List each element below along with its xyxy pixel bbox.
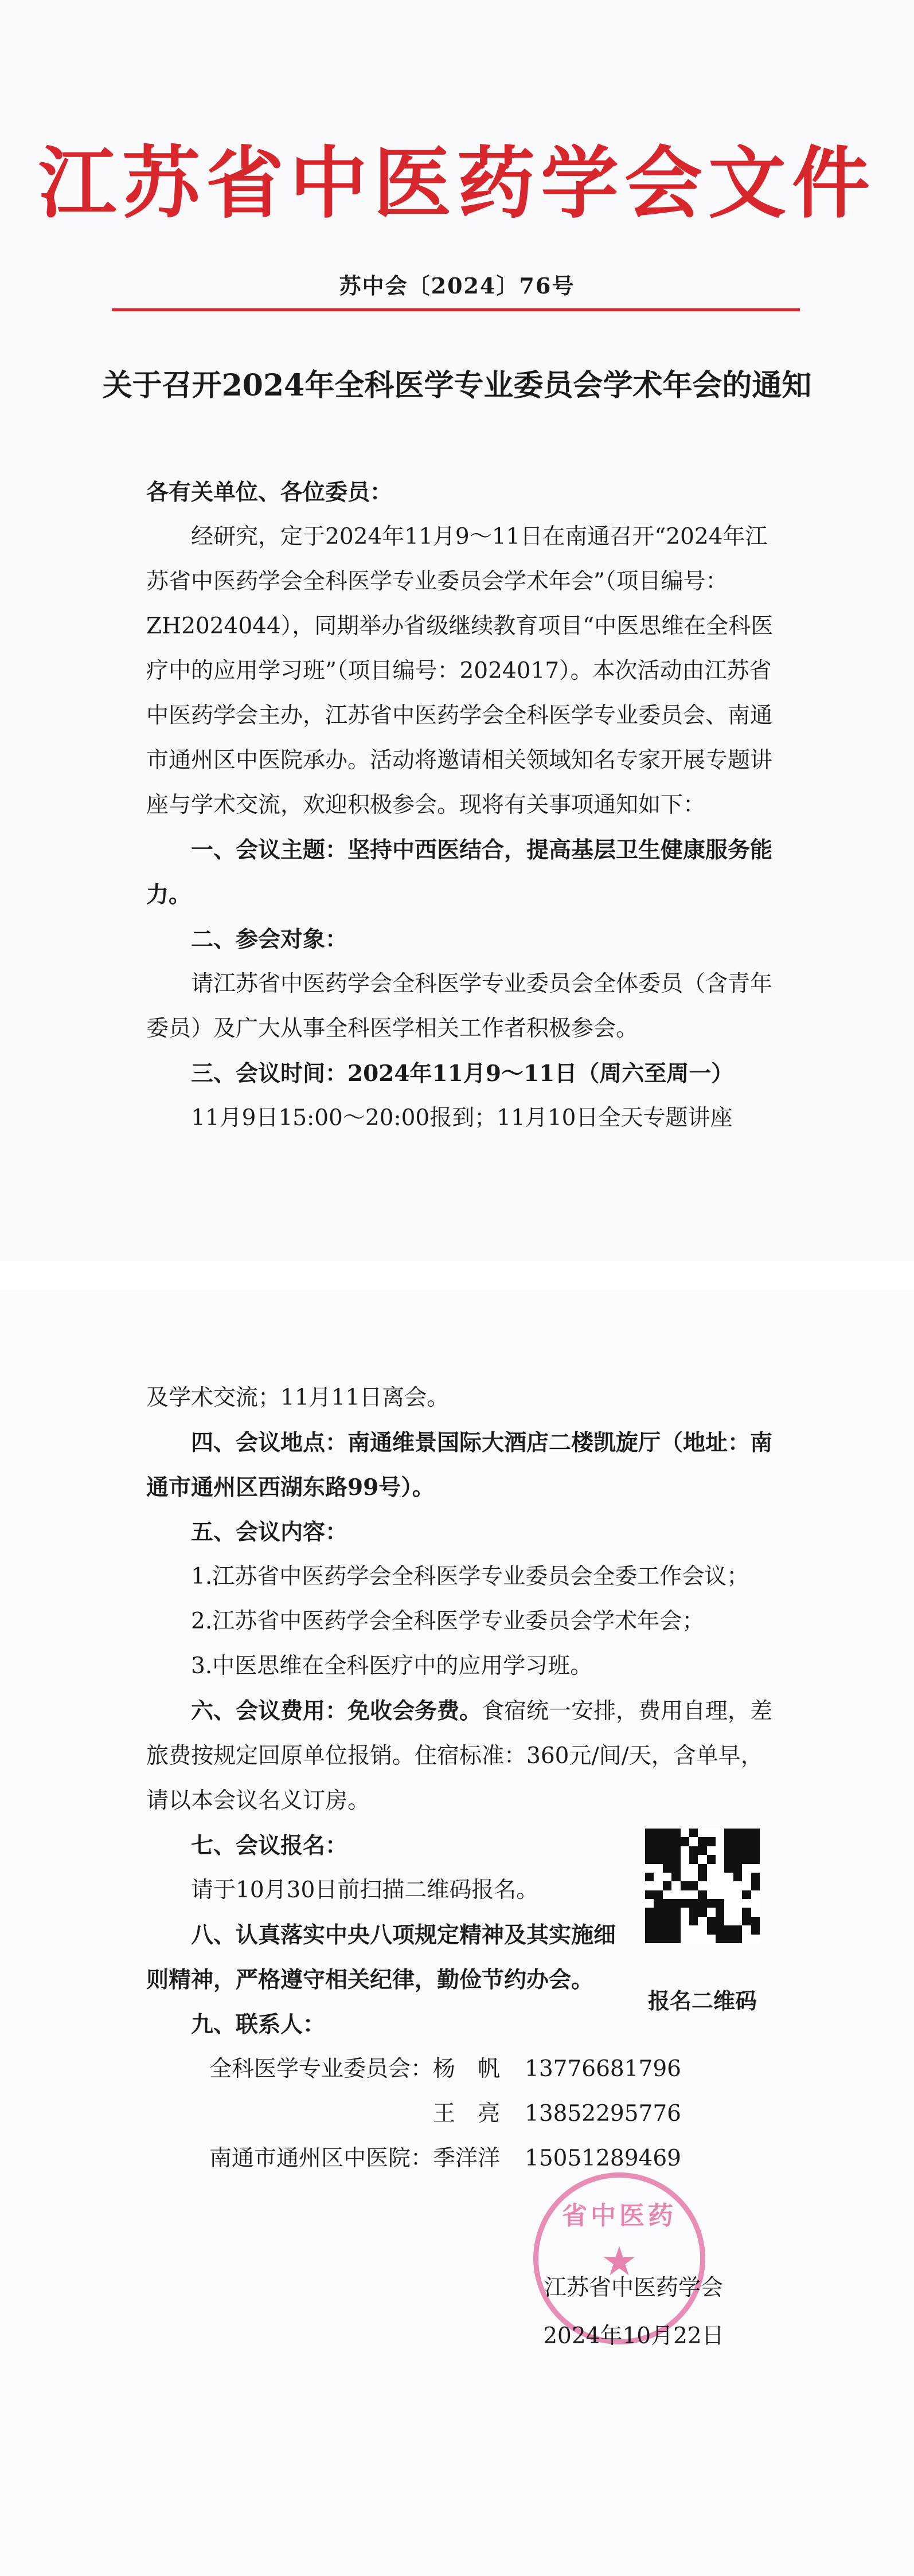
contact-phone: 13852295776 [525,2101,681,2127]
seal-star-icon: ★ [601,2238,638,2285]
page-2-body [146,1376,777,2181]
registration-qr-block [636,1829,768,2015]
section-fee-text: 食宿统一安排，费用自理，差旅费按规定回原单位报销。住宿标准：360元/间/天，含单早，请以本会议名义订房。 [146,1698,773,1814]
registration-qr-code[interactable] [645,1829,760,1943]
section-fee [146,1689,777,1823]
page-1-body [146,470,777,1141]
page-gap [0,1261,914,1290]
contact-row [146,2047,777,2092]
document-header-title: 江苏省中医药学会文件 [38,138,876,229]
content-item-3: 3.中医思维在全科医疗中的应用学习班。 [191,1653,593,1679]
seal-text: 省中医药 [562,2201,677,2230]
contact-role: 全科医学专业委员会： [209,2056,433,2082]
header-red-divider [112,308,800,311]
signature-block [505,2264,763,2360]
notice-title: 关于召开2024年全科医学专业委员会学术年会的通知 [102,368,812,403]
section-contacts-heading: 九、联系人： [191,2011,326,2038]
intro-paragraph: 经研究，定于2024年11月9～11日在南通召开“2024年江苏省中医药学会全科医学专业委员会学术年会”（项目编号：ZH2024044），同期举办省级继续教育项目“中医思维在全科医疗中的应用学习班”（项目编号：2024017）。本次活动由江苏省中医药学会主办，江苏省中医药学会全科医学专业委员会、南通市通州区中医院承办。活动将邀请相关领域知名专家开展专题讲座与学术交流，欢迎积极参会。现将有关事项通知如下： [146,524,774,818]
contact-name: 季洋洋 [433,2146,501,2171]
section-attendees-heading: 二、参会对象： [191,926,348,953]
qr-label: 报名二维码 [647,1988,757,2014]
section-fee-heading: 六、会议费用：免收会务费。 [191,1698,482,1724]
signature-date: 2024年10月22日 [543,2323,724,2349]
section-rules: 八、认真落实中央八项规定精神及其实施细则精神，严格遵守相关纪律，勤俭节约办会。 [146,1922,616,1993]
section-theme: 一、会议主题：坚持中西医结合，提高基层卫生健康服务能力。 [146,837,773,908]
contact-name: 王 亮 [433,2101,501,2127]
content-item-1: 1.江苏省中医药学会全科医学专业委员会全委工作会议； [191,1564,749,1590]
document-number: 苏中会〔2024〕76号 [339,273,575,299]
section-time-heading: 三、会议时间：2024年11月9～11日（周六至周一） [191,1060,734,1087]
content-item-2: 2.江苏省中医药学会全科医学专业委员会学术年会； [191,1608,705,1634]
contact-role: 南通市通州区中医院： [209,2146,433,2171]
contact-row [146,2092,777,2136]
section-registration-heading: 七、会议报名： [191,1833,348,1859]
contact-phone: 13776681796 [525,2056,681,2082]
section-attendees-text: 请江苏省中医药学会全科医学专业委员会全体委员（含青年委员）及广大从事全科医学相关工作者积极参会。 [146,971,773,1042]
signature-org: 江苏省中医药学会 [544,2275,723,2301]
section-location: 四、会议地点：南通维景国际大酒店二楼凯旋厅（地址：南通市通州区西湖东路99号）。 [146,1430,773,1501]
contact-name: 杨 帆 [433,2056,501,2082]
section-time-detail-2: 及学术交流；11月11日离会。 [146,1385,450,1411]
contact-phone: 15051289469 [525,2146,681,2171]
salutation: 各有关单位、各位委员： [146,479,393,506]
section-time-detail-1: 11月9日15:00～20:00报到；11月10日全天专题讲座 [191,1105,733,1131]
section-registration-text: 请于10月30日前扫描二维码报名。 [191,1877,539,1903]
section-content-heading: 五、会议内容： [191,1519,348,1545]
contact-row [146,2136,777,2181]
